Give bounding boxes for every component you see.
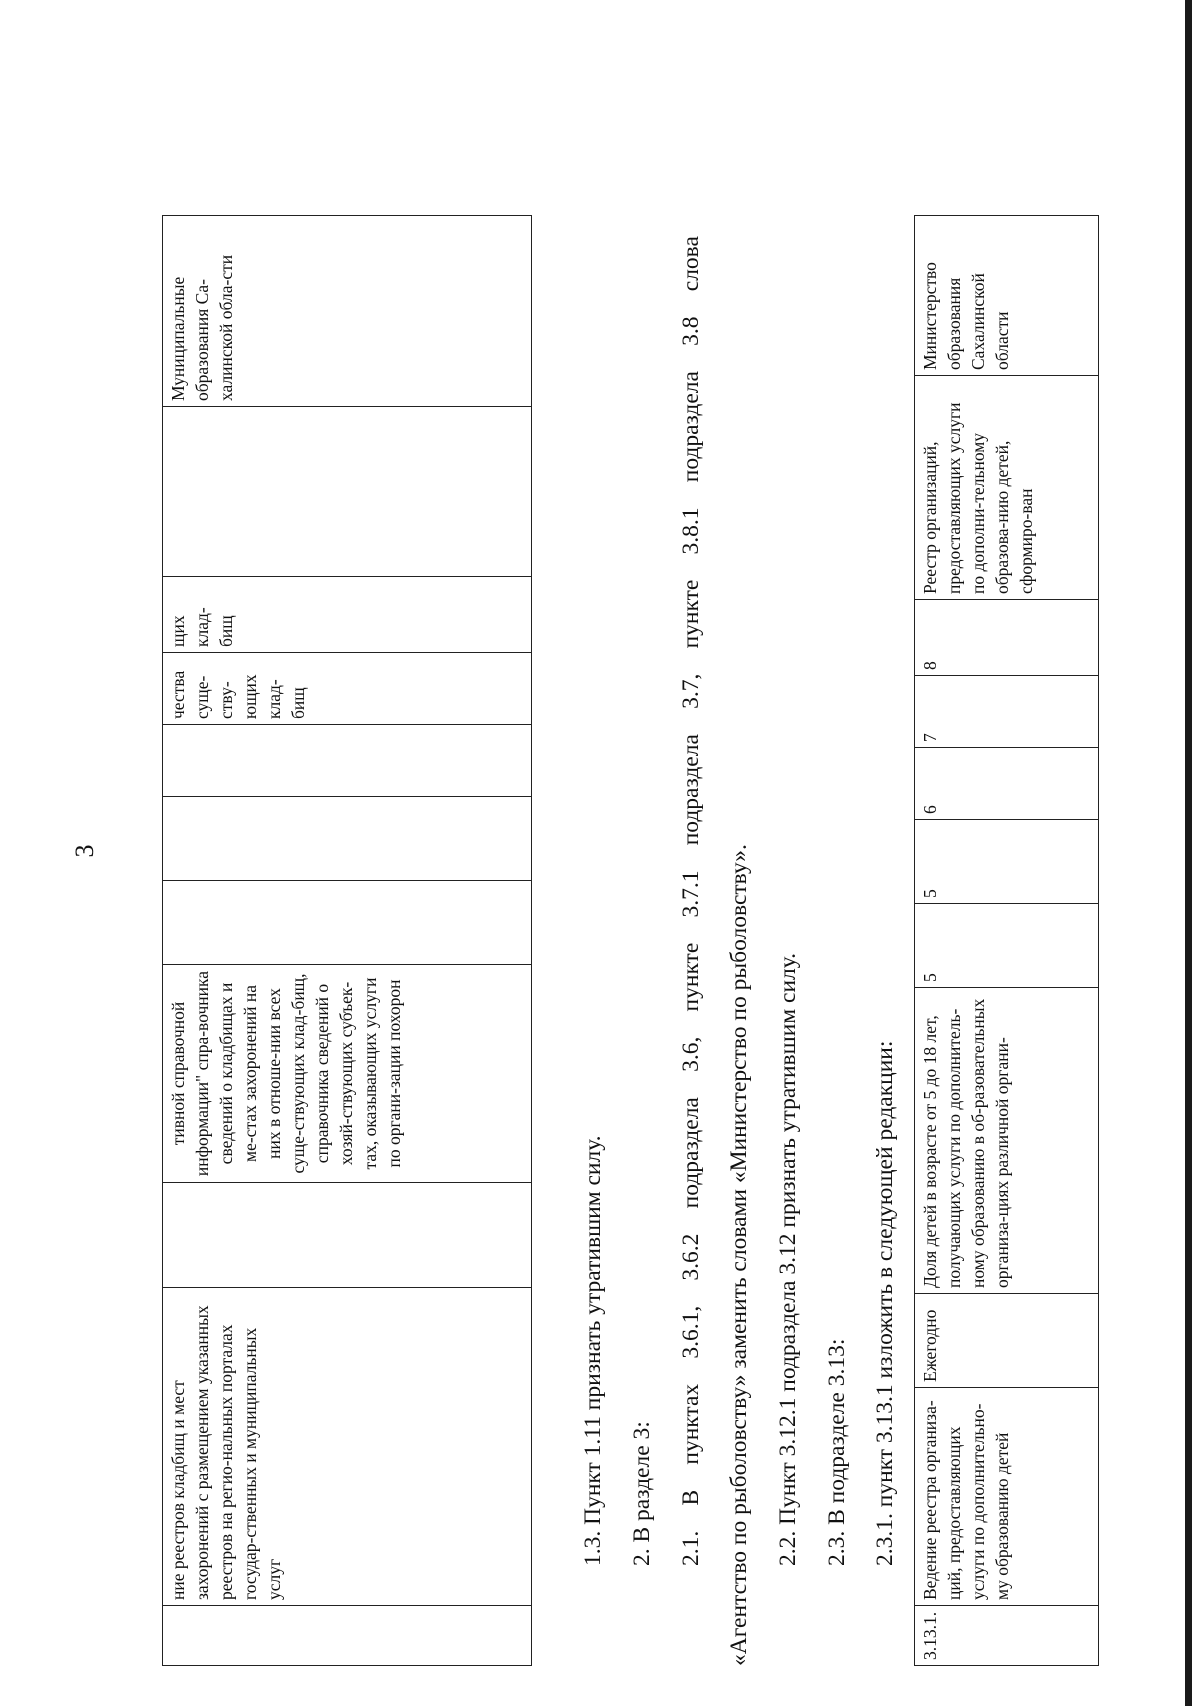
- table-bottom: [914, 215, 1099, 1666]
- paragraph-word: пункте: [678, 579, 704, 649]
- table-cell: Министерство образования Сахалинской области: [915, 216, 1099, 376]
- table-cell: ние реестров кладбищ и мест захоронений с размещением указанных реестров на регио-нальных порталах государ-ственных и муниципальных услуг: [163, 1288, 532, 1606]
- table-cell: Доля детей в возрасте от 5 до 18 лет, получающих услуги по дополнитель-ному образованию в об-разовательных организа-циях различной органи-: [915, 988, 1099, 1294]
- table-cell: [163, 881, 532, 965]
- paragraph-word: 3.7,: [678, 673, 704, 709]
- paragraph-word: 3.8: [678, 316, 704, 346]
- paragraph: 2. В разделе 3:: [629, 1421, 655, 1566]
- table-cell: чества суще-ству-ющих клад-бищ: [163, 653, 532, 725]
- paragraph: 2.2. Пункт 3.12.1 подраздела 3.12 признать утратившим силу.: [775, 952, 801, 1566]
- table-cell: [163, 1183, 532, 1288]
- paragraph-word: подраздела: [678, 734, 704, 846]
- table-cell: щих клад-бищ: [163, 577, 532, 653]
- table-cell: Ведение реестра организа-ций, предоставляющих услуги по дополнительно-му образованию детей: [915, 1388, 1099, 1606]
- table-cell: [163, 407, 532, 577]
- table-cell: Муниципальные образования Са-халинской обла-сти: [163, 216, 532, 407]
- paragraph-word: пунктах: [678, 1383, 704, 1465]
- page-number: 3: [70, 844, 99, 858]
- table-cell: Ежегодно: [915, 1294, 1099, 1388]
- table-cell: 3.13.1.: [915, 1606, 1099, 1666]
- paragraph-word: пункте: [678, 942, 704, 1012]
- paragraph-word: 3.6.2: [678, 1233, 704, 1281]
- table-cell: Реестр организаций, предоставляющих услуги по дополни-тельному образова-нию детей, сформиро-ван: [915, 376, 1099, 600]
- paragraph-word: 3.6.1,: [678, 1305, 704, 1359]
- table-cell: тивной справочной информации" спра-вочника сведений о кладбищах и ме-стах захоронений на них в отноше-нии всех суще-ствующих клад-бищ, справочника сведений о хозяй-ствующих субъек-тах, оказывающих услуги по органи-зации похорон: [163, 965, 532, 1183]
- table-cell: [163, 1606, 532, 1666]
- paragraph: 2.3. В подразделе 3.13:: [824, 1338, 850, 1566]
- paragraph-word: 2.1.: [678, 1530, 704, 1566]
- paragraph-word: 3.8.1: [678, 507, 704, 555]
- paragraph: «Агентство по рыболовству» заменить словами «Министерство по рыболовству».: [726, 844, 752, 1666]
- paragraph-word: слова: [678, 236, 704, 292]
- table-cell: [163, 797, 532, 881]
- table-cell: [163, 725, 532, 797]
- table-cell: 7: [915, 676, 1099, 748]
- paragraph-word: 3.7.1: [678, 870, 704, 918]
- table-cell: 5: [915, 904, 1099, 988]
- paragraph-word: подраздела: [678, 371, 704, 483]
- table-cell: 5: [915, 820, 1099, 904]
- table-top: [162, 215, 532, 1666]
- paragraph: 2.3.1. пункт 3.13.1 изложить в следующей редакции:: [872, 1040, 898, 1566]
- scan-edge-rule: [1185, 0, 1192, 1706]
- table-cell: 6: [915, 748, 1099, 820]
- table-cell: 8: [915, 600, 1099, 676]
- paragraph-word: В: [678, 1489, 704, 1506]
- paragraph-word: подраздела: [678, 1097, 704, 1209]
- paragraph-justified: [676, 236, 706, 1566]
- paragraph-word: 3.6,: [678, 1036, 704, 1072]
- table-row: [915, 216, 1099, 1666]
- paragraph: 1.3. Пункт 1.11 признать утратившим силу.: [580, 1135, 606, 1566]
- table-row: [163, 216, 532, 1666]
